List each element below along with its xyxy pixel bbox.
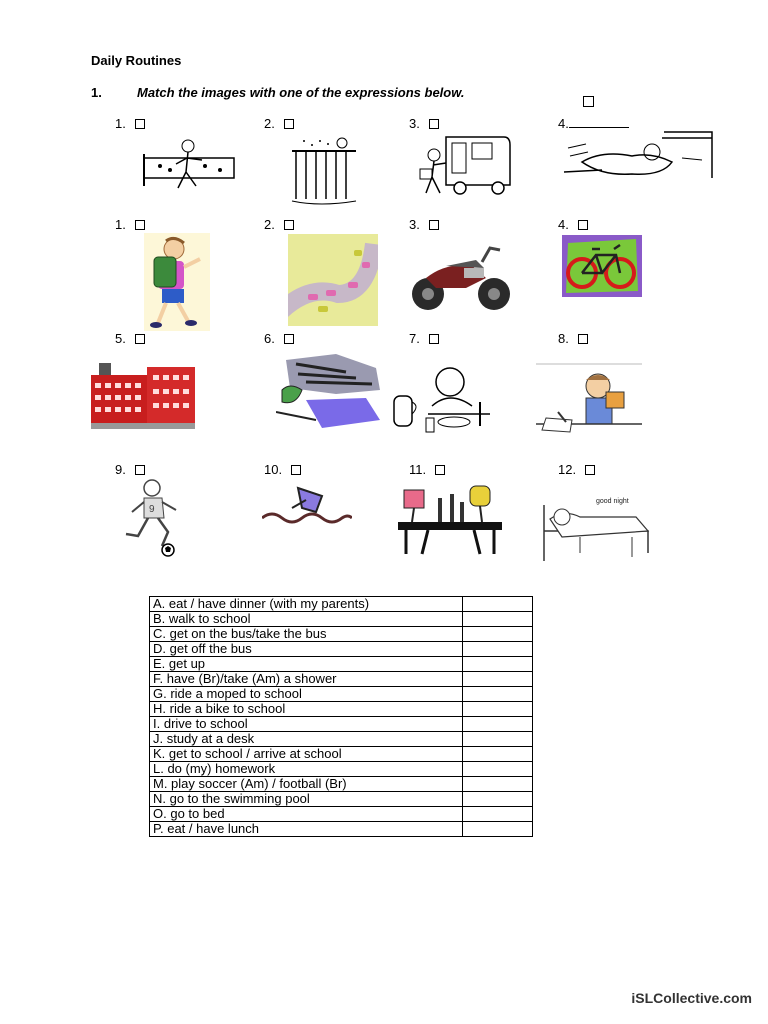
swimming-icon	[276, 350, 388, 432]
expression-row	[150, 747, 533, 762]
answer-checkbox[interactable]	[429, 334, 439, 344]
expression-row	[150, 792, 533, 807]
expression-row	[150, 597, 533, 612]
answer-checkbox[interactable]	[284, 119, 294, 129]
item-label: 2.	[264, 117, 294, 131]
expression-row	[150, 777, 533, 792]
expression-row	[150, 627, 533, 642]
expression-row	[150, 717, 533, 732]
answer-checkbox[interactable]	[135, 119, 145, 129]
instruction-number: 1.	[91, 85, 102, 100]
answer-cell[interactable]	[463, 612, 533, 627]
expression-row	[150, 672, 533, 687]
answer-cell[interactable]	[463, 642, 533, 657]
answer-checkbox[interactable]	[291, 465, 301, 475]
answer-checkbox[interactable]	[135, 465, 145, 475]
expression-row	[150, 687, 533, 702]
answer-cell[interactable]	[463, 702, 533, 717]
moped-icon	[406, 238, 520, 314]
worksheet-title: Daily Routines	[91, 53, 182, 68]
road-cars-icon	[288, 234, 378, 326]
expression-text: J. study at a desk	[150, 732, 463, 747]
expression-row	[150, 612, 533, 627]
item-label: 7.	[409, 332, 439, 346]
bus-icon	[416, 133, 512, 197]
answer-cell[interactable]	[463, 822, 533, 837]
expression-text: D. get off the bus	[150, 642, 463, 657]
eating-lunch-icon	[388, 362, 494, 436]
getting-up-icon	[140, 136, 238, 196]
answer-cell[interactable]	[463, 747, 533, 762]
answer-cell[interactable]	[463, 717, 533, 732]
expression-text: F. have (Br)/take (Am) a shower	[150, 672, 463, 687]
answer-checkbox[interactable]	[578, 220, 588, 230]
expressions-table	[149, 596, 533, 837]
expression-text: A. eat / have dinner (with my parents)	[150, 597, 463, 612]
answer-cell[interactable]	[463, 762, 533, 777]
answer-cell[interactable]	[463, 672, 533, 687]
item-label: 4.	[558, 218, 588, 232]
answer-checkbox[interactable]	[135, 334, 145, 344]
answer-checkbox[interactable]	[135, 220, 145, 230]
item-label: 1.	[115, 117, 145, 131]
answer-checkbox[interactable]	[429, 119, 439, 129]
instruction-text: Match the images with one of the expressions below.	[137, 85, 465, 100]
item-label: 3.	[409, 218, 439, 232]
answer-checkbox[interactable]	[429, 220, 439, 230]
item-label: 11.	[409, 463, 445, 477]
answer-checkbox[interactable]	[284, 334, 294, 344]
item-label: 4.	[558, 117, 629, 131]
answer-cell[interactable]	[463, 627, 533, 642]
boy-walking-icon	[144, 233, 210, 331]
answer-cell[interactable]	[463, 777, 533, 792]
expression-text: L. do (my) homework	[150, 762, 463, 777]
item-label: 10.	[264, 463, 301, 477]
expression-text: G. ride a moped to school	[150, 687, 463, 702]
item-label: 9.	[115, 463, 145, 477]
expression-row	[150, 732, 533, 747]
answer-checkbox[interactable]	[578, 334, 588, 344]
expression-text: B. walk to school	[150, 612, 463, 627]
answer-checkbox[interactable]	[585, 465, 595, 475]
answer-cell[interactable]	[463, 687, 533, 702]
swimmer-icon	[262, 486, 352, 530]
expression-text: I. drive to school	[150, 717, 463, 732]
item-label: 2.	[264, 218, 294, 232]
soccer-player-icon	[118, 478, 196, 558]
good-night-caption: good night	[596, 498, 629, 505]
item-label: 6.	[264, 332, 294, 346]
answer-cell[interactable]	[463, 732, 533, 747]
answer-cell[interactable]	[463, 597, 533, 612]
school-building-icon	[91, 363, 195, 429]
item-label: 5.	[115, 332, 145, 346]
dinner-table-icon	[398, 484, 502, 556]
studying-icon	[536, 362, 642, 438]
sleeping-dog-icon	[562, 128, 716, 184]
expression-row	[150, 807, 533, 822]
bicycle-icon	[562, 235, 642, 297]
expression-text: N. go to the swimming pool	[150, 792, 463, 807]
expression-text: K. get to school / arrive at school	[150, 747, 463, 762]
item-label: 3.	[409, 117, 439, 131]
expression-row	[150, 822, 533, 837]
expression-text: H. ride a bike to school	[150, 702, 463, 717]
expression-row	[150, 657, 533, 672]
expression-text: O. go to bed	[150, 807, 463, 822]
extra-checkbox[interactable]	[583, 96, 594, 107]
expression-row	[150, 642, 533, 657]
item-label: 1.	[115, 218, 145, 232]
expression-text: P. eat / have lunch	[150, 822, 463, 837]
expression-text: E. get up	[150, 657, 463, 672]
item-label: 8.	[558, 332, 588, 346]
answer-cell[interactable]	[463, 657, 533, 672]
expression-text: C. get on the bus/take the bus	[150, 627, 463, 642]
answer-cell[interactable]	[463, 792, 533, 807]
shower-icon	[290, 137, 360, 207]
bed-icon	[540, 491, 652, 563]
answer-checkbox[interactable]	[435, 465, 445, 475]
expression-text: M. play soccer (Am) / football (Br)	[150, 777, 463, 792]
expression-row	[150, 702, 533, 717]
answer-cell[interactable]	[463, 807, 533, 822]
expression-row	[150, 762, 533, 777]
item-label: 12.	[558, 463, 595, 477]
site-watermark: iSLCollective.com	[631, 990, 752, 1006]
svg-text:9: 9	[149, 504, 155, 515]
answer-checkbox[interactable]	[284, 220, 294, 230]
